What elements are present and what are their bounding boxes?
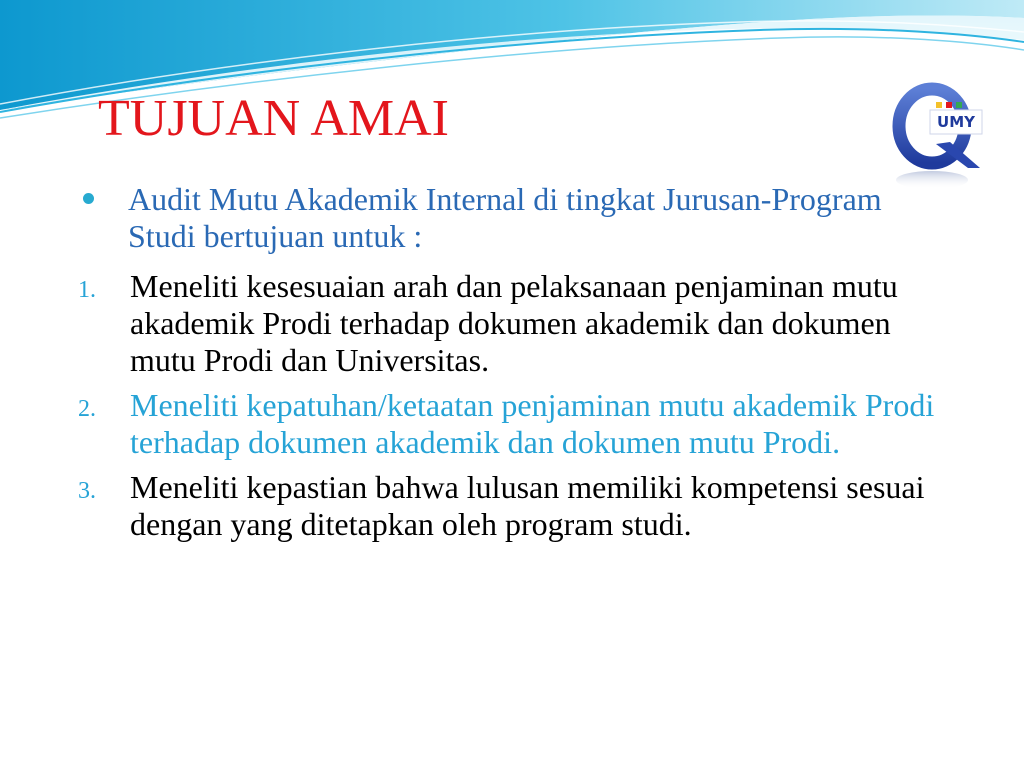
objective-item-1 [74, 268, 944, 379]
objective-number: 3. [78, 478, 96, 504]
objective-text: Meneliti kepastian bahwa lulusan memiliki kompetensi sesuai dengan yang ditetapkan oleh program studi. [130, 469, 925, 542]
logo-lettering: UMY [937, 113, 975, 131]
objective-item-2 [74, 387, 944, 461]
intro-text: Audit Mutu Akademik Internal di tingkat Jurusan-Program Studi bertujuan untuk : [128, 181, 882, 254]
objective-number: 2. [78, 396, 96, 422]
objective-text: Meneliti kepatuhan/ketaatan penjaminan mutu akademik Prodi terhadap dokumen akademik dan dokumen mutu Prodi. [130, 387, 935, 460]
intro-bullet [80, 181, 900, 255]
umy-quality-logo [890, 82, 986, 190]
objective-text: Meneliti kesesuaian arah dan pelaksanaan penjaminan mutu akademik Prodi terhadap dokumen akademik dan dokumen mutu Prodi dan Universitas. [130, 268, 898, 378]
objective-number: 1. [78, 277, 96, 303]
bullet-dot-icon [83, 193, 94, 204]
objective-item-3 [74, 469, 944, 543]
slide-title: TUJUAN AMAI [98, 90, 449, 147]
objective-list [74, 268, 944, 551]
